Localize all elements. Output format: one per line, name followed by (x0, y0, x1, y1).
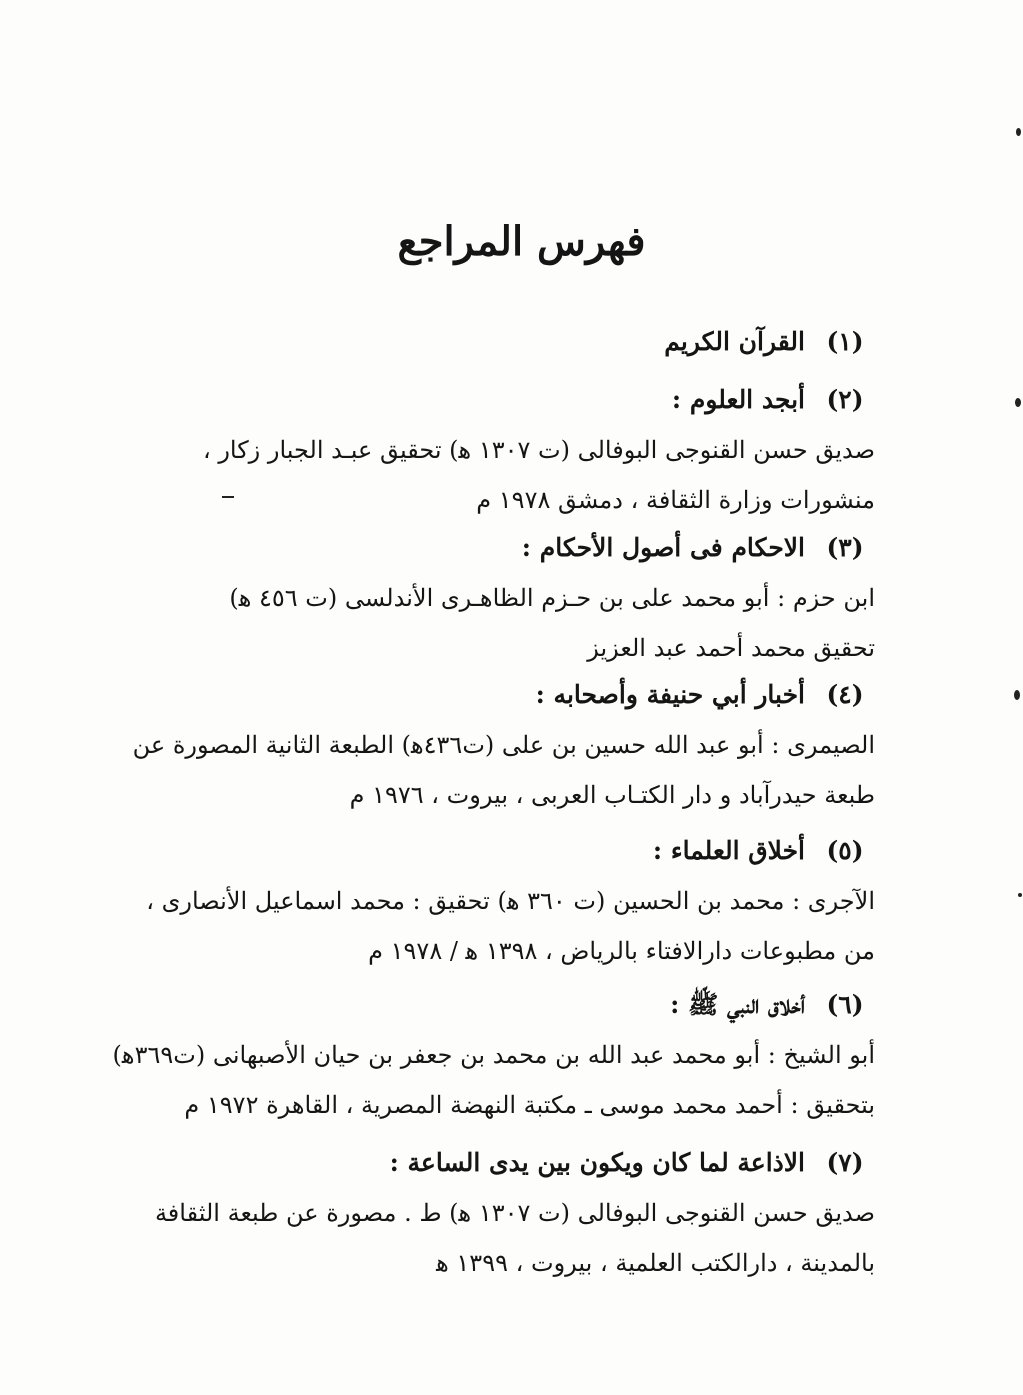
reference-entry-2 (155, 375, 875, 525)
entry-line: صديق حسن القنوجى البوفالى (ت ١٣٠٧ ﻫ) تحقيق عبـد الجبار زكار ، (202, 436, 875, 464)
entry-number: (٤) (826, 680, 864, 709)
entry-line: تحقيق محمد أحمد عبد العزيز (587, 634, 875, 662)
entry-line: طبعة حيدرآباد و دار الكتـاب العربى ، بيروت ، ١٩٧٦ م (349, 781, 875, 809)
scan-edge-mark (1015, 398, 1021, 407)
entry-number: (٢) (826, 385, 864, 414)
entry-line: أبو الشيخ : أبو محمد عبد الله بن محمد بن جعفر بن حيان الأصبهانى (ت٣٦٩ﻫ) (112, 1041, 875, 1069)
stray-dash-mark (222, 496, 234, 498)
entry-line: الصيمرى : أبو عبد الله حسين بن على (ت٤٣٦ﻫ) الطبعة الثانية المصورة عن (132, 731, 875, 759)
entry-line: منشورات وزارة الثقافة ، دمشق ١٩٧٨ م (476, 486, 875, 514)
entry-number: (٥) (826, 836, 864, 865)
entry-heading: أخلاق العلماء : (652, 836, 805, 865)
page-title: فهرس المراجع (397, 218, 646, 265)
reference-entry-7 (155, 1138, 875, 1288)
entry-heading: أبجد العلوم : (671, 385, 805, 414)
entry-heading: الاحكام فى أصول الأحكام : (521, 533, 805, 562)
entry-details (154, 1188, 875, 1288)
reference-entry-1 (155, 317, 875, 367)
entry-details (202, 425, 875, 525)
reference-entry-5 (146, 826, 875, 976)
entry-line: صديق حسن القنوجى البوفالى (ت ١٣٠٧ ﻫ) ط . مصورة عن طبعة الثقافة (154, 1199, 875, 1227)
entry-number: (١) (826, 327, 864, 356)
entry-number: (٧) (826, 1148, 864, 1177)
entry-details (146, 876, 875, 976)
reference-entry-6 (112, 980, 875, 1130)
scan-edge-mark (1016, 128, 1021, 136)
entry-line: ابن حزم : أبو محمد على بن حـزم الظاهـرى الأندلسى (ت ٤٥٦ ﻫ) (229, 584, 875, 612)
entry-heading: القرآن الكريم (664, 327, 805, 356)
entry-heading: الاذاعة لما كان ويكون بين يدى الساعة : (389, 1148, 805, 1177)
entry-heading: أخبار أبي حنيفة وأصحابه : (535, 680, 805, 709)
entry-line: من مطبوعات دارالافتاء بالرياض ، ١٣٩٨ ﻫ / ١٩٧٨ م (368, 937, 875, 965)
entry-line: الآجرى : محمد بن الحسين (ت ٣٦٠ ﻫ) تحقيق : محمد اسماعيل الأنصارى ، (146, 887, 875, 915)
reference-entry-3 (155, 523, 875, 673)
entry-number: (٦) (826, 990, 864, 1019)
reference-entry-4 (132, 670, 875, 820)
entry-heading: أخلاق النبي ﷺ : (670, 990, 805, 1019)
scan-edge-mark (1014, 690, 1020, 700)
entry-details (215, 573, 875, 673)
entry-line: بالمدينة ، دارالكتب العلمية ، بيروت ، ١٣٩٩ ﻫ (436, 1249, 875, 1277)
entry-details (112, 1030, 875, 1130)
entry-line: بتحقيق : أحمد محمد موسى ـ مكتبة النهضة المصرية ، القاهرة ١٩٧٢ م (184, 1091, 875, 1119)
entry-details (132, 720, 875, 820)
scan-edge-mark (1018, 893, 1022, 897)
entry-number: (٣) (826, 533, 864, 562)
